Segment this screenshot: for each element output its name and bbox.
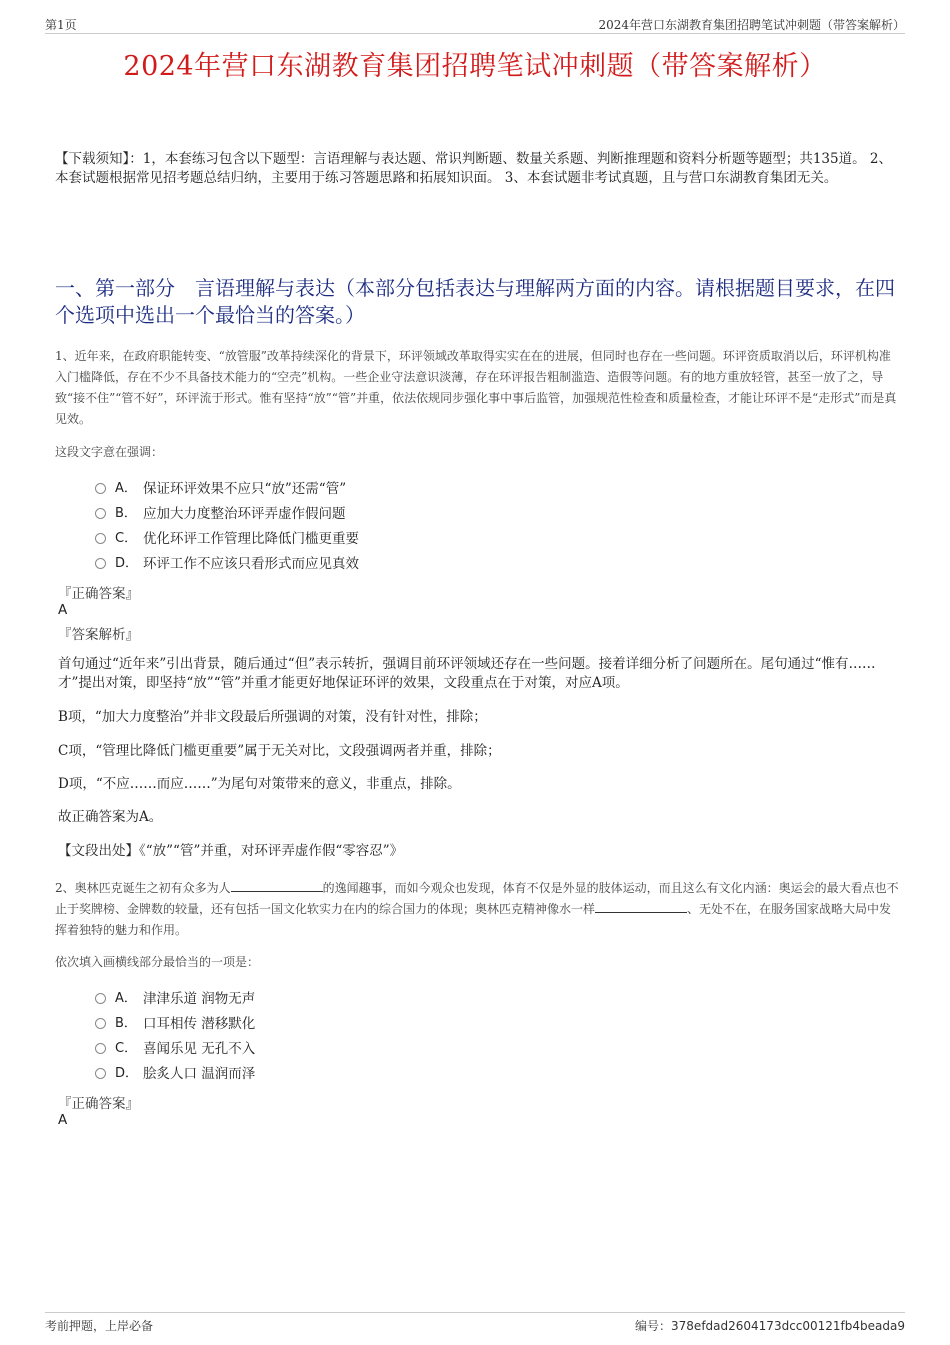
fill-blank: [231, 881, 323, 892]
passage-text: 、无处不在，在服务国家战略大局中发挥着独特的魅力和作用。: [55, 902, 892, 937]
code-label: 编号：: [635, 1319, 672, 1333]
analysis-paragraph: D项，“不应……而应……”为尾句对策带来的意义，非重点，排除。: [58, 776, 461, 792]
option-text: 喜闻乐见 无孔不入: [143, 1040, 256, 1057]
page-title: 2024年营口东湖教育集团招聘笔试冲刺题（带答案解析）: [123, 51, 827, 82]
option-letter: C．: [115, 531, 138, 546]
passage-text: 2、奥林匹克诞生之初有众多为人: [55, 881, 231, 895]
page-header: [45, 13, 905, 34]
option-text: 津津乐道 润物无声: [143, 990, 256, 1007]
option-b[interactable]: [95, 1009, 255, 1034]
option-letter: D．: [115, 556, 139, 571]
section-heading: 一、第一部分 言语理解与表达（本部分包括表达与理解两方面的内容。请根据题目要求，在四个选项中选出一个最恰当的答案。）: [55, 276, 895, 327]
radio-icon[interactable]: [95, 508, 106, 519]
question-1-prompt: 这段文字意在强调：: [55, 445, 164, 459]
footer-slogan: 考前押题，上岸必备: [45, 1319, 154, 1333]
answer-label: 『正确答案』: [58, 1096, 139, 1112]
answer-label: 『正确答案』: [58, 586, 139, 602]
page-number: 第1页: [45, 18, 77, 32]
analysis-paragraph: C项，“管理比降低门槛更重要”属于无关对比，文段强调两者并重，排除；: [58, 743, 501, 759]
option-letter: C．: [115, 1041, 138, 1056]
header-doc-title: 2024年营口东湖教育集团招聘笔试冲刺题（带答案解析）: [598, 18, 905, 32]
analysis-paragraph: 故正确答案为A。: [58, 809, 163, 825]
analysis-label: 『答案解析』: [58, 627, 139, 643]
option-a[interactable]: [95, 474, 359, 499]
radio-icon[interactable]: [95, 483, 106, 494]
passage-text: 的逸闻趣事，而如今观众也发现，体育不仅是外显的肢体运动，而且这么有文化内涵：奥运会的最大看点也不止于奖牌榜、金牌数的较量，还有包括一国文化软实力在内的综合国力的体现；奥林匹克精神像水一样: [55, 881, 899, 916]
analysis-paragraph: 首句通过“近年来”引出背景，随后通过“但”表示转折，强调目前环评领域还存在一些问题。接着详细分析了问题所在。尾句通过“惟有……才”提出对策，即坚持“放”“管”并重才能更好地保证环评的效果，文段重点在于对策，对应A项。: [58, 656, 876, 691]
radio-icon[interactable]: [95, 1018, 106, 1029]
radio-icon[interactable]: [95, 558, 106, 569]
option-c[interactable]: [95, 524, 359, 549]
option-d[interactable]: [95, 549, 359, 574]
option-text: 优化环评工作管理比降低门槛更重要: [143, 530, 359, 547]
question-2-prompt: 依次填入画横线部分最恰当的一项是：: [55, 955, 260, 969]
option-d[interactable]: [95, 1059, 255, 1084]
analysis-paragraph: B项，“加大力度整治”并非文段最后所强调的对策，没有针对性，排除；: [58, 709, 487, 725]
option-text: 保证环评效果不应只“放”还需“管”: [143, 480, 347, 497]
option-c[interactable]: [95, 1034, 255, 1059]
footer-code: [635, 1317, 905, 1334]
radio-icon[interactable]: [95, 993, 106, 1004]
download-notice: 【下载须知】：1，本套练习包含以下题型：言语理解与表达题、常识判断题、数量关系题、判断推理题和资料分析题等题型；共135道。 2、本套试题根据常见招考题总结归纳，主要用于练习答题思路和拓展知识面。 3、本套试题非考试真题，且与营口东湖教育集团无关。: [55, 151, 892, 186]
option-letter: A．: [115, 481, 137, 496]
option-letter: B．: [115, 506, 137, 521]
code-value: 378efdad2604173dcc00121fb4beada9: [671, 1319, 905, 1333]
question-2-options: [95, 984, 255, 1084]
radio-icon[interactable]: [95, 533, 106, 544]
answer-value: A: [58, 602, 68, 618]
answer-value: A: [58, 1112, 68, 1128]
option-a[interactable]: [95, 984, 255, 1009]
option-text: 脍炙人口 温润而泽: [143, 1065, 256, 1082]
option-text: 环评工作不应该只看形式而应见真效: [143, 555, 359, 572]
option-b[interactable]: [95, 499, 359, 524]
question-2-passage: [55, 878, 900, 941]
option-letter: B．: [115, 1016, 137, 1031]
option-text: 口耳相传 潜移默化: [143, 1015, 256, 1032]
radio-icon[interactable]: [95, 1043, 106, 1054]
question-1-passage: 1、近年来，在政府职能转变、“放管服”改革持续深化的背景下，环评领域改革取得实实在在的进展，但同时也存在一些问题。环评资质取消以后，环评机构准入门槛降低，存在不少不具备技术能力的“空壳”机构。一些企业守法意识淡薄，存在环评报告粗制滥造、造假等问题。有的地方重放轻管，甚至一放了之，导致“接不住”“管不好”，环评流于形式。惟有坚持“放”“管”并重，依法依规同步强化事中事后监管，加强规范性检查和质量检查，才能让环评不是“走形式”而是真见效。: [55, 349, 897, 426]
option-letter: A．: [115, 991, 137, 1006]
radio-icon[interactable]: [95, 1068, 106, 1079]
option-text: 应加大力度整治环评弄虚作假问题: [143, 505, 346, 522]
page-footer: [45, 1312, 905, 1333]
source-citation: 【文段出处】《“放”“管”并重，对环评弄虚作假“零容忍”》: [58, 843, 404, 859]
fill-blank: [595, 902, 687, 913]
option-letter: D．: [115, 1066, 139, 1081]
question-1-options: [95, 474, 359, 574]
